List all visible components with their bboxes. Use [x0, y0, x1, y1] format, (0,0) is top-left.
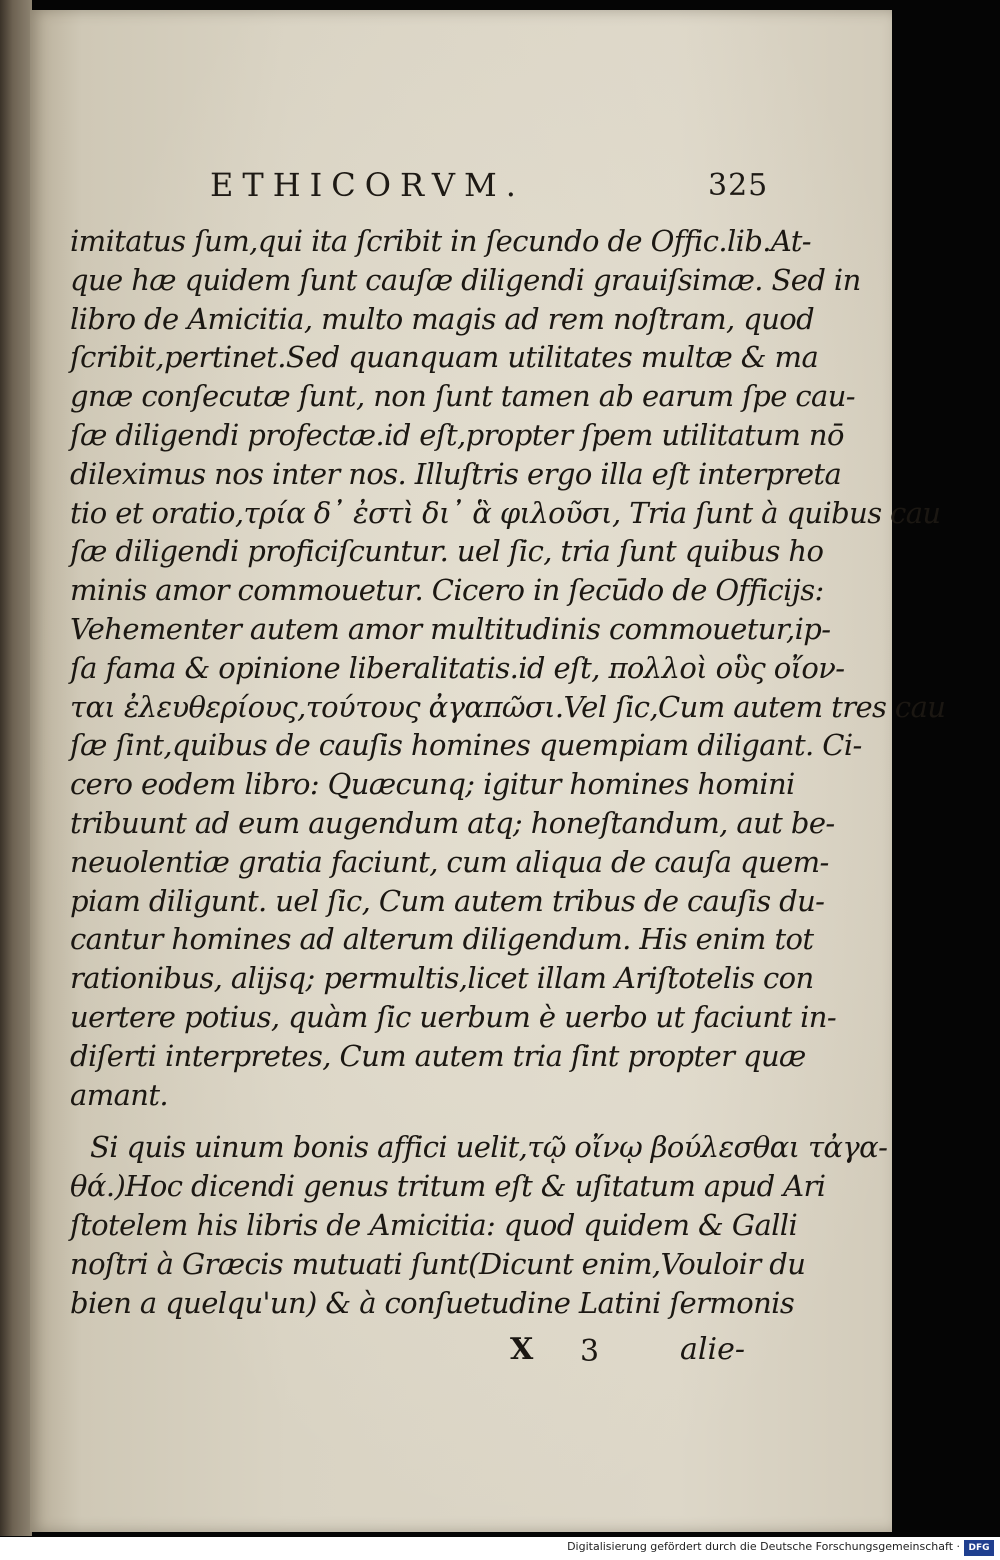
paragraph-line: Si quis uinum bonis affici uelit,τῷ οἴνῳ βούλεσθαι τἀγα-: [90, 1130, 888, 1165]
text-line: piam diligunt. uel ſic, Cum autem tribus de cauſis du-: [70, 883, 825, 918]
paragraph-line: bien a quelqu'un) & à conſuetudine Latini ſermonis: [70, 1285, 795, 1320]
catchword: alie-: [680, 1332, 745, 1367]
text-line: que hæ quidem ſunt cauſæ diligendi grauiſsimæ. Sed in: [70, 262, 861, 297]
digitization-footer: [0, 1537, 1000, 1560]
funding-credit: Digitalisierung gefördert durch die Deutsche Forschungsgemeinschaft ·: [567, 1540, 960, 1553]
text-line: libro de Amicitia, multo magis ad rem noſtram, quod: [70, 301, 815, 336]
text-line: cantur homines ad alterum diligendum. His enim tot: [70, 922, 814, 957]
text-line: diſerti interpretes, Cum autem tria ſint propter quæ: [70, 1038, 806, 1073]
running-head: [170, 166, 890, 216]
text-line: ſa fama & opinione liberalitatis.id eſt, πολλοὶ οὓς οἴον-: [70, 650, 845, 685]
paragraph-line: ſtotelem his libris de Amicitia: quod quidem & Galli: [70, 1207, 798, 1242]
text-line: neuolentiæ gratia faciunt, cum aliqua de cauſa quem-: [70, 844, 829, 879]
text-line: ſcribit,pertinet.Sed quanquam utilitates multæ & ma: [70, 340, 819, 375]
signature-mark: X: [510, 1332, 534, 1367]
text-line: ſæ diligendi proficiſcuntur. uel ſic, tria ſunt quibus ho: [70, 534, 824, 569]
text-line: gnæ conſecutæ ſunt, non ſunt tamen ab earum ſpe cau-: [70, 379, 855, 414]
dfg-logo-icon: DFG: [964, 1540, 994, 1556]
paragraph-line: noſtri à Græcis mutuati ſunt(Dicunt enim,Vouloir du: [70, 1246, 806, 1281]
paragraph-line: θά.)Hoc dicendi genus tritum eſt & uſitatum apud Ari: [70, 1169, 826, 1204]
paragraph-gap: [70, 1114, 760, 1128]
signature-number: 3: [580, 1334, 600, 1369]
text-line: rationibus, alijsq; permultis,licet illam Ariſtotelis con: [70, 961, 814, 996]
text-line: tio et oratio,τρία δ᾽ ἐστὶ δι᾽ ἃ φιλοῦσι, Tria ſunt à quibus cau: [70, 495, 941, 530]
body-text: [70, 222, 946, 1322]
page-number: 325: [708, 168, 769, 203]
book-fore-edge: [0, 0, 32, 1536]
signature-line: [500, 1332, 750, 1376]
text-line: cero eodem libro: Quæcunq; igitur homines homini: [70, 767, 795, 802]
text-line: Vehementer autem amor multitudinis commouetur,ip-: [70, 611, 831, 646]
text-line: dileximus nos inter nos. Illuſtris ergo illa eſt interpreta: [70, 456, 842, 491]
text-line: amant.: [70, 1077, 169, 1112]
text-line: imitatus ſum,qui ita ſcribit in ſecundo de Offic.lib.At-: [70, 224, 811, 258]
running-head-title: ETHICORVM.: [210, 166, 525, 204]
text-line: minis amor commouetur. Cicero in ſecūdo de Officijs:: [70, 573, 824, 608]
text-line: ſæ diligendi profectæ.id eſt,propter ſpem utilitatum nō: [70, 417, 844, 452]
text-line: ται ἐλευθερίους,τούτους ἀγαπῶσι.Vel ſic,Cum autem tres cau: [70, 689, 946, 724]
text-line: ſæ ſint,quibus de cauſis homines quempiam diligant. Ci-: [70, 728, 862, 763]
text-line: uertere potius, quàm ſic uerbum è uerbo ut faciunt in-: [70, 999, 837, 1034]
text-line: tribuunt ad eum augendum atq; honeſtandum, aut be-: [70, 805, 835, 840]
book-page: [30, 10, 946, 1532]
